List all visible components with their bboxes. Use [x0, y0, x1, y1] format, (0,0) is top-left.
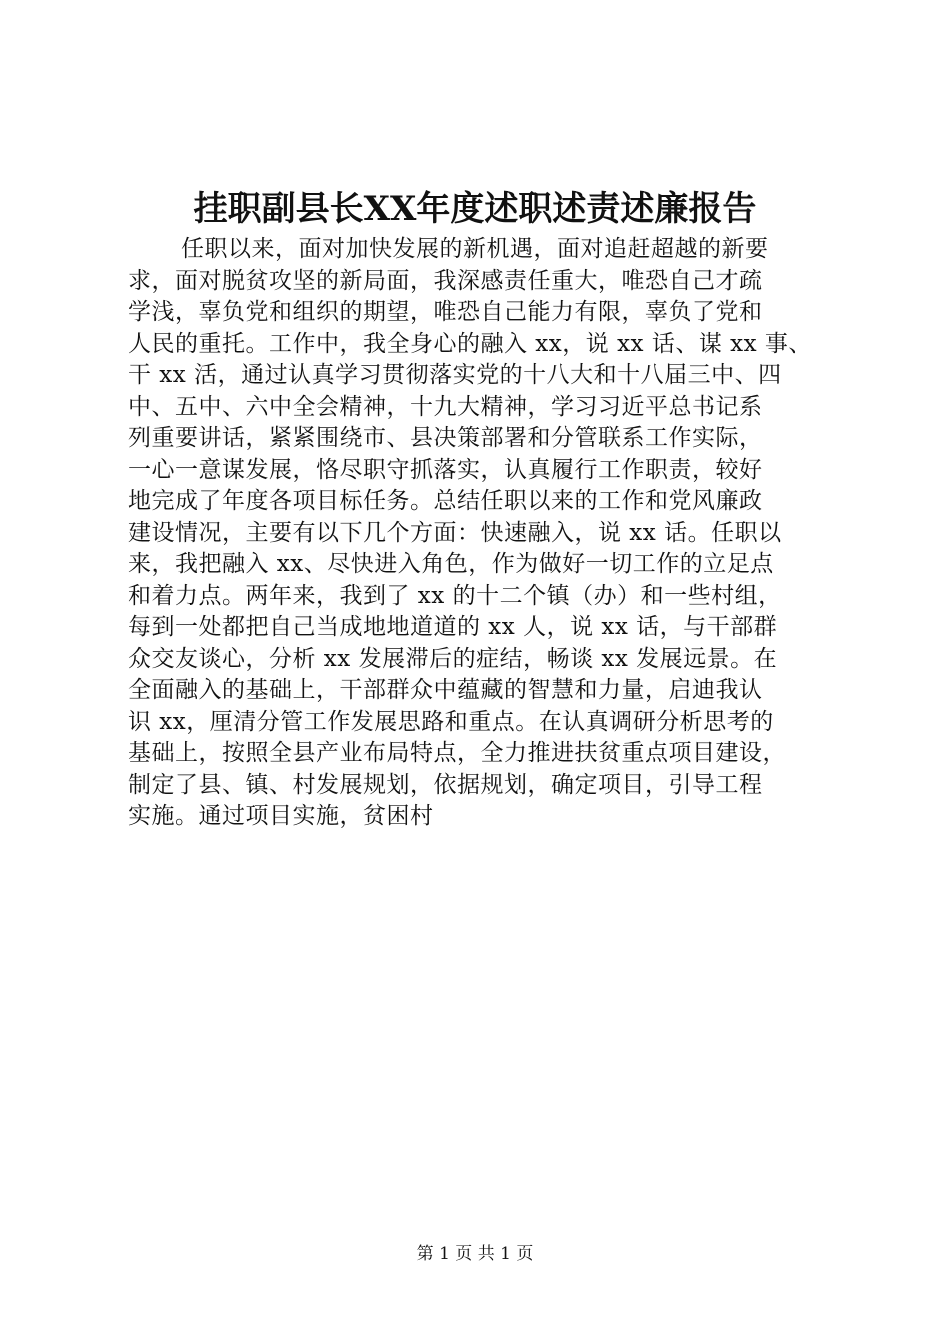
body-line: 每到一处都把自己当成地地道道的 xx 人，说 xx 话，与干部群: [128, 614, 778, 640]
body-line: 制定了县、镇、村发展规划，依据规划，确定项目，引导工程: [128, 771, 763, 798]
body-line: 众交友谈心，分析 xx 发展滞后的症结，畅谈 xx 发展远景。在: [128, 645, 778, 672]
body-line: 实施。通过项目实施，贫困村: [128, 803, 434, 829]
body-line: 和着力点。两年来，我到了 xx 的十二个镇（办）和一些村组，: [128, 582, 782, 609]
body-line: 人民的重托。工作中，我全身心的融入 xx，说 xx 话、谋 xx 事、: [128, 330, 812, 357]
body-line: 一心一意谋发展，恪尽职守抓落实，认真履行工作职责，较好: [128, 456, 763, 483]
document-body: [128, 234, 838, 833]
body-line: 建设情况，主要有以下几个方面：快速融入，说 xx 话。任职以: [128, 519, 782, 546]
body-line: 任职以来，面对加快发展的新机遇，面对追赶超越的新要: [181, 236, 769, 262]
body-line: 地完成了年度各项目标任务。总结任职以来的工作和党风廉政: [128, 488, 763, 514]
body-line: 中、五中、六中全会精神，十九大精神，学习习近平总书记系: [128, 393, 763, 420]
page-footer: 第 1 页 共 1 页: [416, 1244, 534, 1264]
document-title: 挂职副县长XX年度述职述责述廉报告: [193, 189, 757, 229]
body-line: 学浅，辜负党和组织的期望，唯恐自己能力有限，辜负了党和: [128, 299, 763, 325]
body-line: 识 xx，厘清分管工作发展思路和重点。在认真调研分析思考的: [128, 708, 774, 735]
body-line: 来，我把融入 xx、尽快进入角色，作为做好一切工作的立足点: [128, 551, 774, 577]
body-line: 求，面对脱贫攻坚的新局面，我深感责任重大，唯恐自己才疏: [128, 267, 763, 294]
body-line: 干 xx 活，通过认真学习贯彻落实党的十八大和十八届三中、四: [128, 362, 782, 388]
body-line: 列重要讲话，紧紧围绕市、县决策部署和分管联系工作实际，: [128, 425, 763, 451]
body-line: 基础上，按照全县产业布局特点，全力推进扶贫重点项目建设，: [128, 740, 786, 766]
body-line: 全面融入的基础上，干部群众中蕴藏的智慧和力量，启迪我认: [128, 677, 763, 703]
